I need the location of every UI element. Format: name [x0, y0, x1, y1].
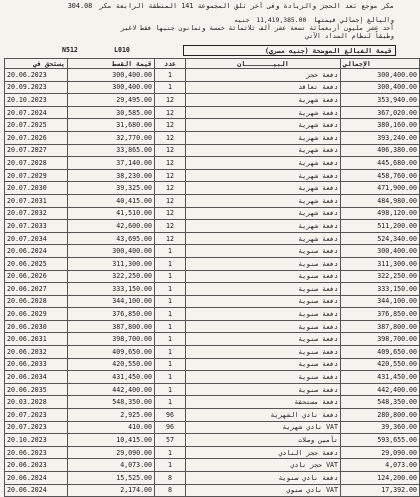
description-cell: دفعة سنوية: [186, 320, 341, 333]
installment-cell: 32,770.00: [68, 131, 155, 144]
date-cell: 20.09.2023: [5, 81, 68, 94]
table-row: [5, 169, 420, 182]
description-cell: دفعة شهرية: [186, 232, 341, 245]
description-cell: دفعة سنوية: [186, 371, 341, 384]
table-row: [5, 245, 420, 258]
date-cell: 20.06.2031: [5, 333, 68, 346]
table-row: [5, 119, 420, 132]
installment-cell: 344,100.00: [68, 295, 155, 308]
count-cell: 1: [155, 320, 186, 333]
installment-cell: 548,350.00: [68, 396, 155, 409]
total-cell: 4,073.00: [341, 459, 420, 472]
total-amount: 11,419,385.00: [256, 16, 307, 24]
count-cell: 1: [155, 358, 186, 371]
count-cell: 1: [155, 81, 186, 94]
installment-cell: 29,495.00: [68, 94, 155, 107]
installment-cell: 39,325.00: [68, 182, 155, 195]
installment-cell: 300,400.00: [68, 245, 155, 258]
count-cell: 1: [155, 283, 186, 296]
total-cell: 471,900.00: [341, 182, 420, 195]
installment-cell: 41,510.00: [68, 207, 155, 220]
total-cell: 398,700.00: [341, 333, 420, 346]
total-cell: 420,550.00: [341, 358, 420, 371]
date-cell: 20.10.2023: [5, 434, 68, 447]
table-row: [5, 383, 420, 396]
date-cell: 20.06.2024: [5, 245, 68, 258]
table-row: [5, 232, 420, 245]
installment-cell: 410.00: [68, 421, 155, 434]
installment-cell: 30,585.00: [68, 106, 155, 119]
installment-cell: 42,600.00: [68, 220, 155, 233]
count-cell: 1: [155, 459, 186, 472]
description-cell: دفعة سنوية: [186, 308, 341, 321]
count-cell: 8: [155, 472, 186, 485]
table-row: [5, 131, 420, 144]
code-1: N512: [62, 46, 78, 54]
date-cell: 20.10.2023: [5, 94, 68, 107]
payment-schedule-table: [4, 58, 420, 497]
installment-cell: 420,550.00: [68, 358, 155, 371]
total-cell: 484,980.00: [341, 194, 420, 207]
date-cell: 20.07.2024: [5, 106, 68, 119]
table-row: [5, 484, 420, 497]
header-installment: قيمة القسط: [68, 59, 155, 69]
installment-cell: 2,925.00: [68, 409, 155, 422]
date-cell: 20.06.2032: [5, 346, 68, 359]
count-cell: 12: [155, 106, 186, 119]
date-cell: 20.06.2023: [5, 459, 68, 472]
count-cell: 12: [155, 232, 186, 245]
count-cell: 12: [155, 131, 186, 144]
date-cell: 20.07.2028: [5, 157, 68, 170]
total-cell: 393,240.00: [341, 131, 420, 144]
table-header-row: [5, 59, 420, 69]
header-total: الإجمالي: [341, 59, 420, 69]
total-cell: 593,655.00: [341, 434, 420, 447]
description-cell: دفعة مستحقة: [186, 396, 341, 409]
total-cell: 333,150.00: [341, 283, 420, 296]
header-date: يستحق في: [5, 59, 68, 69]
count-cell: 1: [155, 308, 186, 321]
installment-cell: 431,450.00: [68, 371, 155, 384]
header-line-1-number: 304.08: [67, 2, 93, 10]
date-cell: 20.06.2033: [5, 358, 68, 371]
count-cell: 1: [155, 270, 186, 283]
header-description: البيـــــــان: [186, 59, 341, 69]
installment-cell: 387,800.00: [68, 320, 155, 333]
total-cell: 524,340.00: [341, 232, 420, 245]
date-cell: 20.06.2024: [5, 484, 68, 497]
description-cell: دفعة شهرية: [186, 220, 341, 233]
table-row: [5, 220, 420, 233]
installment-cell: 300,400.00: [68, 69, 155, 82]
table-title-box: قيمة الفبالغ الموضحة (جنيه مصري): [183, 45, 396, 56]
table-row: [5, 81, 420, 94]
description-cell: دفعة شهرية: [186, 119, 341, 132]
date-cell: 20.06.2024: [5, 472, 68, 485]
count-cell: 12: [155, 157, 186, 170]
date-cell: 20.06.2023: [5, 69, 68, 82]
count-cell: 96: [155, 409, 186, 422]
date-cell: 20.07.2034: [5, 232, 68, 245]
total-cell: 300,400.00: [341, 69, 420, 82]
table-row: [5, 106, 420, 119]
header-line-2: [234, 17, 394, 24]
date-cell: 20.07.2023: [5, 409, 68, 422]
table-row: [5, 182, 420, 195]
total-cell: 353,940.00: [341, 94, 420, 107]
installment-cell: 37,140.00: [68, 157, 155, 170]
date-cell: 20.07.2027: [5, 144, 68, 157]
description-cell: دفعة سنوية: [186, 270, 341, 283]
installment-cell: 333,150.00: [68, 283, 155, 296]
table-row: [5, 358, 420, 371]
date-cell: 20.07.2030: [5, 182, 68, 195]
date-cell: 20.06.2027: [5, 283, 68, 296]
installment-cell: 43,695.00: [68, 232, 155, 245]
date-cell: 20.06.2034: [5, 371, 68, 384]
description-cell: دفعة حجز النادي: [186, 446, 341, 459]
description-cell: دفعة سنوية: [186, 257, 341, 270]
description-cell: دفعة سنوية: [186, 283, 341, 296]
table-row: [5, 446, 420, 459]
installment-cell: 10,415.00: [68, 434, 155, 447]
total-cell: 322,250.00: [341, 270, 420, 283]
description-cell: دفعة سنوية: [186, 383, 341, 396]
description-cell: دفعة شهرية: [186, 106, 341, 119]
description-cell: VAT نادي شهرية: [186, 421, 341, 434]
description-cell: دفعة شهرية: [186, 144, 341, 157]
description-cell: دفعة شهرية: [186, 207, 341, 220]
count-cell: 1: [155, 396, 186, 409]
total-cell: 380,160.00: [341, 119, 420, 132]
count-cell: 12: [155, 182, 186, 195]
count-cell: 1: [155, 346, 186, 359]
total-cell: 406,380.00: [341, 144, 420, 157]
description-cell: تأمين وصلات: [186, 434, 341, 447]
date-cell: 20.06.2025: [5, 257, 68, 270]
total-cell: 29,090.00: [341, 446, 420, 459]
header-line-3: أحد عشر مليون أربعمائة تسعة عشر ألف ثلاثمائة خمسة وثمانون جنيها فقط لاغير: [120, 24, 394, 32]
installment-cell: 38,230.00: [68, 169, 155, 182]
date-cell: 20.06.2035: [5, 383, 68, 396]
description-cell: دفعة سنوية: [186, 346, 341, 359]
count-cell: 12: [155, 220, 186, 233]
installment-cell: 29,090.00: [68, 446, 155, 459]
installment-cell: 300,400.00: [68, 81, 155, 94]
date-cell: 20.06.2029: [5, 308, 68, 321]
date-cell: 20.07.2031: [5, 194, 68, 207]
table-title-row: [4, 45, 396, 57]
total-cell: 387,800.00: [341, 320, 420, 333]
date-cell: 20.07.2026: [5, 131, 68, 144]
description-cell: دفعة سنوية: [186, 295, 341, 308]
total-cell: 431,450.00: [341, 371, 420, 384]
description-cell: دفعة شهرية: [186, 94, 341, 107]
header-line-1: [65, 3, 394, 10]
description-cell: دفعة شهرية: [186, 194, 341, 207]
count-cell: 12: [155, 169, 186, 182]
count-cell: 12: [155, 94, 186, 107]
total-cell: 548,350.00: [341, 396, 420, 409]
date-cell: 20.07.2023: [5, 421, 68, 434]
date-cell: 20.07.2029: [5, 169, 68, 182]
table-row: [5, 270, 420, 283]
table-row: [5, 333, 420, 346]
count-cell: 12: [155, 119, 186, 132]
description-cell: دفعة سنوية: [186, 333, 341, 346]
table-row: [5, 421, 420, 434]
date-cell: 20.06.2028: [5, 295, 68, 308]
count-cell: 1: [155, 245, 186, 258]
description-cell: دفعة شهرية: [186, 182, 341, 195]
count-cell: 12: [155, 194, 186, 207]
installment-cell: 15,525.00: [68, 472, 155, 485]
description-cell: دفعة حجز: [186, 69, 341, 82]
table-row: [5, 295, 420, 308]
code-2: L010: [114, 46, 130, 54]
total-cell: 458,760.00: [341, 169, 420, 182]
header-line-4: وطبقاً لنظام السداد الآتي: [305, 32, 394, 40]
installment-cell: 311,300.00: [68, 257, 155, 270]
installment-cell: 2,174.00: [68, 484, 155, 497]
header-count: عدد: [155, 59, 186, 69]
total-cell: 300,400.00: [341, 245, 420, 258]
table-row: [5, 283, 420, 296]
date-cell: 20.06.2023: [5, 446, 68, 459]
table-row: [5, 396, 420, 409]
total-cell: 280,800.00: [341, 409, 420, 422]
description-cell: دفعة شهرية: [186, 157, 341, 170]
table-row: [5, 94, 420, 107]
table-row: [5, 459, 420, 472]
installment-cell: 40,415.00: [68, 194, 155, 207]
table-row: [5, 157, 420, 170]
date-cell: 20.07.2033: [5, 220, 68, 233]
installment-cell: 409,650.00: [68, 346, 155, 359]
count-cell: 1: [155, 333, 186, 346]
header-line-2-pre: والبالغ إجمالي قيمتها: [313, 16, 394, 24]
table-row: [5, 434, 420, 447]
count-cell: 12: [155, 207, 186, 220]
date-cell: 20.07.2025: [5, 119, 68, 132]
count-cell: 1: [155, 257, 186, 270]
count-cell: 1: [155, 295, 186, 308]
installment-cell: 33,865.00: [68, 144, 155, 157]
description-cell: دفعة سنوية: [186, 358, 341, 371]
description-cell: دفعة تعاقد: [186, 81, 341, 94]
total-cell: 39,360.00: [341, 421, 420, 434]
total-cell: 17,392.00: [341, 484, 420, 497]
total-cell: 442,400.00: [341, 383, 420, 396]
installment-cell: 322,250.00: [68, 270, 155, 283]
total-cell: 409,650.00: [341, 346, 420, 359]
installment-cell: 376,850.00: [68, 308, 155, 321]
installment-cell: 398,700.00: [68, 333, 155, 346]
total-cell: 124,200.00: [341, 472, 420, 485]
installment-cell: 442,400.00: [68, 383, 155, 396]
table-row: [5, 144, 420, 157]
description-cell: VAT نادي سنوي: [186, 484, 341, 497]
total-cell: 376,850.00: [341, 308, 420, 321]
total-cell: 367,020.00: [341, 106, 420, 119]
total-cell: 511,200.00: [341, 220, 420, 233]
table-row: [5, 472, 420, 485]
count-cell: 1: [155, 69, 186, 82]
header-line-1-text: مكر موجع تعد الحجز والزيادة وفى آخر تلق المجموعة 141 المنطقة الرابعة مكر: [99, 2, 394, 10]
date-cell: 20.06.2026: [5, 270, 68, 283]
date-cell: 20.03.2028: [5, 396, 68, 409]
table-row: [5, 409, 420, 422]
count-cell: 57: [155, 434, 186, 447]
total-cell: 445,680.00: [341, 157, 420, 170]
table-row: [5, 371, 420, 384]
date-cell: 20.07.2032: [5, 207, 68, 220]
table-row: [5, 194, 420, 207]
description-cell: دفعة نادي سنوية: [186, 472, 341, 485]
header-line-2-post: جنيه: [234, 16, 250, 24]
installment-cell: 31,680.00: [68, 119, 155, 132]
description-cell: دفعة سنوية: [186, 245, 341, 258]
count-cell: 12: [155, 144, 186, 157]
description-cell: دفعة شهرية: [186, 131, 341, 144]
description-cell: VAT حجز نادي: [186, 459, 341, 472]
description-cell: دفعة نادي الشهرية: [186, 409, 341, 422]
total-cell: 344,100.00: [341, 295, 420, 308]
description-cell: دفعة شهرية: [186, 169, 341, 182]
count-cell: 1: [155, 446, 186, 459]
count-cell: 8: [155, 484, 186, 497]
count-cell: 1: [155, 371, 186, 384]
date-cell: 20.06.2030: [5, 320, 68, 333]
table-row: [5, 346, 420, 359]
table-row: [5, 69, 420, 82]
table-row: [5, 257, 420, 270]
count-cell: 1: [155, 383, 186, 396]
table-row: [5, 320, 420, 333]
table-row: [5, 207, 420, 220]
total-cell: 498,120.00: [341, 207, 420, 220]
total-cell: 300,400.00: [341, 81, 420, 94]
table-row: [5, 308, 420, 321]
count-cell: 96: [155, 421, 186, 434]
installment-cell: 4,073.00: [68, 459, 155, 472]
total-cell: 311,300.00: [341, 257, 420, 270]
